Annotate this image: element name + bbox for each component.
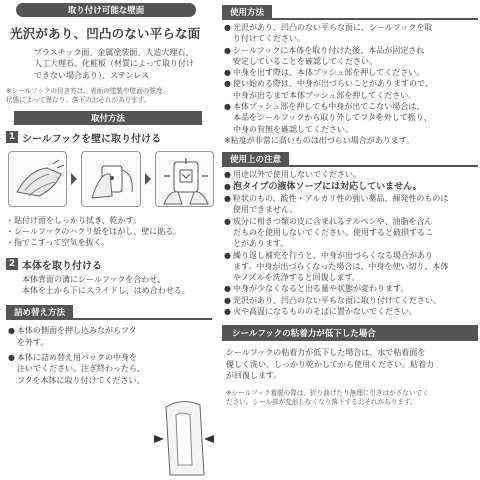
arrow-right-icon (145, 173, 151, 185)
caution-list (224, 169, 478, 317)
adhesion-header: シールフックの粘着力が低下した場合 (222, 325, 478, 341)
refill-list (8, 325, 176, 385)
refill-line: ● 本体に詰め替え用パックの中身を (17, 352, 137, 362)
caution-line: ● 成分に柑きつ類の皮に含まれるテルペンや、油脂を含ん (233, 216, 433, 226)
usage-line: ● 光沢があり、凹凸のない平らな面に、シールフックを取 (233, 23, 433, 32)
peel-sticker-illustration (81, 151, 140, 207)
caution-item (224, 169, 478, 180)
caution-item (224, 295, 478, 306)
caution-line: ● 光沢があり、凹凸のない平らな面に取り付けてください。 (233, 295, 441, 305)
caution-line: ● 火や高温になるもののそばに置かないでください。 (233, 307, 417, 317)
usage-note: ※粘度が非常に高いものは出づらい場合があります。 (224, 135, 415, 145)
refill-line: ● 本体の側面を押し込みながらフタ (17, 326, 137, 336)
caution-line: ● 粒状のもの、酸性・アルカリ性の強い薬品、揮発性のものは (233, 194, 449, 204)
step1-heading (6, 130, 214, 145)
step1-note: ・シールフックのハクリ紙をはがし、壁に貼る。 (6, 227, 182, 237)
refill-header (6, 305, 212, 320)
left-column (2, 0, 214, 386)
adhesion-note-line: ※シールフック着脱の際は、折り曲げたり無理に引きはがさないでく (226, 389, 429, 398)
caution-item (224, 306, 478, 317)
wall-title: 光沢があり、凹凸のない平らな面 (10, 26, 201, 41)
usage-item (224, 45, 478, 68)
usage-header (222, 5, 478, 20)
usage-line: 中身が出るまで本体プッシュ部を押してください。 (233, 90, 417, 100)
wipe-wall-illustration (8, 151, 67, 207)
press-sticker-illustration (155, 151, 214, 207)
refill-bottle-icon (152, 395, 216, 480)
adhesion-note-line: ださい。シール部が変形しなくなり落下するおそれがあります。 (226, 398, 417, 407)
adhesion-line: 優しく洗い、しっかり乾かしてから使用ください。粘着力 (226, 359, 434, 369)
caution-line: ● 中身が少なくなると出る量や状態が変わります。 (233, 284, 409, 294)
wall-header: 取り付け可能な壁面 (16, 3, 196, 17)
caution-line: ● 泡タイプの液体ソープには対応していません。 (233, 181, 422, 192)
wall-note (6, 87, 214, 105)
caution-item-emphasis (224, 181, 478, 194)
caution-line: 使用できません。 (233, 205, 298, 215)
refill-header-label: 詰め替え方法 (6, 305, 73, 320)
adhesion-line: シールフックの粘着力が低下した場合は、水で粘着面を (226, 348, 426, 358)
wall-materials-line: 人工大理石、化粧板（材質によって取り付け (34, 59, 194, 69)
refill-header-rule (73, 305, 212, 320)
wall-materials (34, 47, 214, 81)
step1-illustrations (8, 151, 214, 207)
refill-line: を外す。 (17, 337, 49, 347)
caution-header-rule (289, 152, 478, 167)
press-hook-icon (156, 152, 214, 207)
wall-materials-line: プラスチック面、金属塗装面、人造大理石、 (34, 48, 194, 57)
usage-line: ● 使い始める際は、中身が出づらいことがありますので、 (233, 79, 433, 89)
caution-item (224, 250, 478, 284)
usage-line: ● 本体プッシュ部を押しても中身が出てこない場合は、 (233, 102, 425, 112)
caution-header (222, 152, 478, 167)
step2-line: 本体を上から下にスライドし、はめ合わせる。 (22, 286, 190, 296)
usage-line: 安定していることを確認してください。 (233, 56, 377, 66)
arrow-right-icon (71, 173, 77, 185)
step2-number: 2 (6, 258, 18, 270)
usage-line: ● シールフックに本体を取り付けた後、本品が固定され (233, 45, 425, 55)
wall-materials-line: できない場合あり）、ステンレス (34, 70, 149, 80)
usage-item (224, 22, 478, 45)
caution-line: ● 用途以外で使用しないでください。 (233, 170, 361, 180)
adhesion-text (226, 347, 478, 381)
step1-note: ・指でこすって空気を抜く。 (6, 238, 110, 248)
caution-line: とがあります。 (233, 239, 289, 249)
usage-line: 本品をシールフックから取り外してフタを外して振り、 (233, 113, 432, 123)
step1-note: ・貼付け面をしっかり拭き、乾かす。 (6, 215, 142, 225)
caution-header-label: 使用上の注意 (222, 152, 289, 167)
install-header: 取付方法 (14, 111, 202, 125)
refill-item (8, 352, 176, 386)
refill-illustration (152, 395, 216, 480)
usage-item (224, 101, 478, 135)
usage-line: ● 中身を出す際は、本体プッシュ部を押してください。 (233, 68, 425, 78)
caution-line: やノズルを洗浄すると回復します。 (233, 273, 361, 283)
wall-note-line: ※シールフックの付き方は、表面の塗装や壁面の強度、 (6, 86, 170, 95)
usage-item (224, 78, 478, 101)
wall-note-line: 状態によって異なり、落下のおそれがあります。 (6, 95, 151, 104)
usage-header-label: 使用方法 (222, 5, 272, 20)
right-column (222, 0, 478, 407)
wipe-hand-icon (9, 152, 67, 207)
step1-title: シールフックを壁に取り付ける (22, 133, 162, 145)
adhesion-note (226, 389, 478, 407)
caution-item (224, 193, 478, 216)
caution-item (224, 216, 478, 250)
refill-line: フタを本体に取り付けてください。 (17, 375, 145, 385)
step2-heading (6, 257, 214, 272)
usage-header-rule (272, 5, 478, 20)
caution-item (224, 283, 478, 294)
usage-list (224, 22, 478, 146)
adhesion-line: が回復します。 (226, 370, 282, 380)
usage-line: 中身の有無を確認してください。 (233, 124, 353, 134)
caution-line: ます。中身が出づらくなった場合は、中身を使い切り、本体 (233, 261, 449, 271)
step2-line: 本体背面の溝にシールフックを合わせ、 (22, 274, 166, 284)
step1-notes (6, 215, 214, 249)
step2-title: 本体を取り付ける (22, 260, 102, 272)
caution-line: ● 繰り返し補充を行うと、中身が出づらくなる場合があり (233, 250, 433, 260)
refill-item (8, 325, 176, 348)
step1-number: 1 (6, 131, 18, 143)
step2-text (22, 274, 214, 297)
usage-item (224, 67, 478, 78)
usage-line: り付けてください。 (233, 34, 305, 44)
caution-line: だものを使用しないでください。使用すると破損するこ (233, 227, 433, 237)
peel-hook-icon (82, 152, 140, 207)
refill-line: 注いでください。注ぎ終わったら、 (17, 364, 145, 374)
